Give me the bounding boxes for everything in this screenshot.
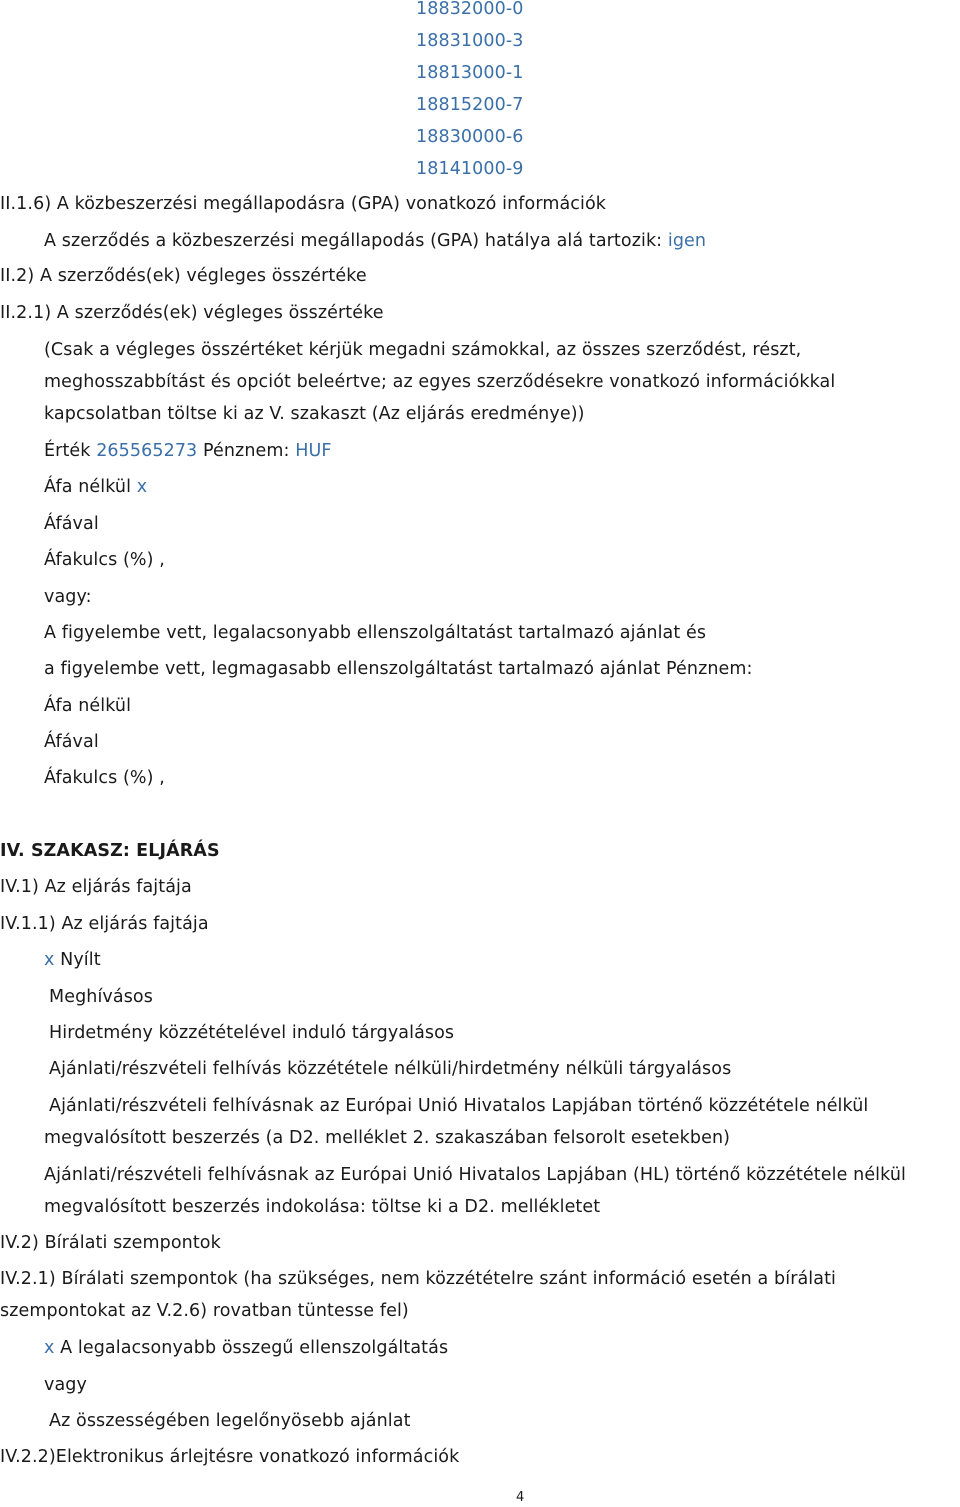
cpv-code: 18830000-6 [416,127,524,147]
currency-label: Pénznem: [202,441,290,461]
restricted-procedure-option: Meghívásos [49,987,153,1007]
final-value-heading: II.2) A szerződés(ek) végleges összértéke [0,266,367,286]
cpv-code: 18141000-9 [416,159,524,179]
award-criteria-subheading: szempontokat az V.2.6) rovatban tüntesse fel) [0,1301,409,1321]
meat-option: Az összességében legelőnyösebb ajánlat [49,1411,411,1431]
section-iv-title: IV. SZAKASZ: ELJÁRÁS [0,841,220,861]
currency-value: HUF [295,441,332,461]
procedure-type-subheading: IV.1.1) Az eljárás fajtája [0,914,209,934]
without-publication-justification-line: megvalósított beszerzés indokolása: töltse ki a D2. mellékletet [44,1197,601,1217]
cpv-code: 18832000-0 [416,0,524,19]
value-line [44,440,332,462]
gpa-text: A szerződés a közbeszerzési megállapodás (GPA) hatálya alá tartozik: [44,231,663,251]
vat-excl-mark: x [136,477,148,497]
value-label: Érték [44,441,91,461]
final-value-subheading: II.2.1) A szerződés(ek) végleges összértéke [0,303,384,323]
gpa-heading: II.1.6) A közbeszerzési megállapodásra (GPA) vonatkozó információk [0,194,607,214]
value-amount: 265565273 [96,441,198,461]
cpv-code: 18815200-7 [416,95,524,115]
vat-excl-label: Áfa nélkül [44,477,132,497]
note-line: meghosszabbítást és opciót beleértve; az egyes szerződésekre vonatkozó információkkal [44,372,836,392]
negotiated-without-notice-option: Ajánlati/részvételi felhívás közzététele nélküli/hirdetmény nélküli tárgyalásos [49,1059,732,1079]
vat-incl-label-2: Áfával [44,732,99,752]
open-procedure-label: Nyílt [60,950,101,970]
negotiated-with-notice-option: Hirdetmény közzétételével induló tárgyalásos [49,1023,455,1043]
note-line: kapcsolatban töltse ki az V. szakaszt (Az eljárás eredménye)) [44,404,585,424]
cpv-code: 18813000-1 [416,63,524,83]
gpa-value: igen [667,231,707,251]
open-procedure-option [44,949,101,971]
gpa-line [44,230,706,252]
lowest-price-option [44,1337,448,1359]
award-criteria-heading: IV.2) Bírálati szempontok [0,1233,221,1253]
vat-excl-line [44,476,147,498]
or-label: vagy: [44,587,92,607]
vat-rate-label: Áfakulcs (%) , [44,550,165,570]
without-publication-d2-line: megvalósított beszerzés (a D2. melléklet 2. szakaszában felsorolt esetekben) [44,1128,731,1148]
award-criteria-subheading: IV.2.1) Bírálati szempontok (ha szükséges, nem közzétételre szánt információ esetén a bírálati [0,1269,837,1289]
eauction-heading: IV.2.2)Elektronikus árlejtésre vonatkozó információk [0,1447,460,1467]
lowest-offer-text: A figyelembe vett, legalacsonyabb ellenszolgáltatást tartalmazó ajánlat és [44,623,707,643]
open-procedure-mark: x [44,950,55,970]
or-label: vagy [44,1375,87,1395]
without-publication-justification-line: Ajánlati/részvételi felhívásnak az Európai Unió Hivatalos Lapjában (HL) történő közzététele nélkül [44,1165,906,1185]
vat-incl-label: Áfával [44,514,99,534]
cpv-code: 18831000-3 [416,31,524,51]
vat-excl-label-2: Áfa nélkül [44,696,132,716]
lowest-price-mark: x [44,1338,55,1358]
without-publication-d2-line: Ajánlati/részvételi felhívásnak az Európai Unió Hivatalos Lapjában történő közzététele nélkül [49,1096,869,1116]
lowest-price-label: A legalacsonyabb összegű ellenszolgáltatás [60,1338,449,1358]
vat-rate-label-2: Áfakulcs (%) , [44,768,165,788]
note-line: (Csak a végleges összértéket kérjük megadni számokkal, az összes szerződést, részt, [44,340,802,360]
highest-offer-text: a figyelembe vett, legmagasabb ellenszolgáltatást tartalmazó ajánlat Pénznem: [44,659,753,679]
procedure-type-heading: IV.1) Az eljárás fajtája [0,877,192,897]
page-number: 4 [516,1490,525,1505]
